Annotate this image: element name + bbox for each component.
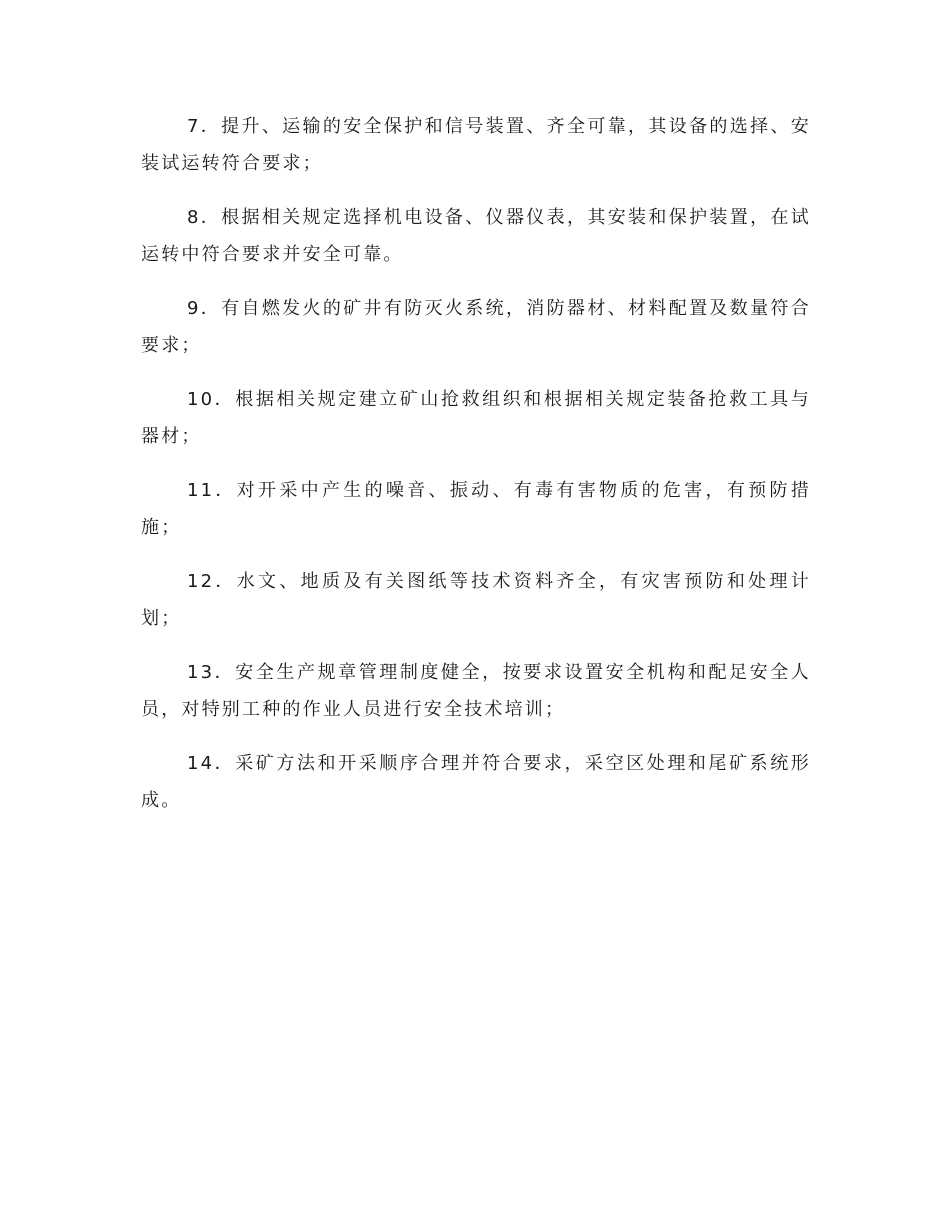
clause-14: 14．采矿方法和开采顺序合理并符合要求，采空区处理和尾矿系统形成。 (141, 753, 811, 811)
clause-10: 10．根据相关规定建立矿山抢救组织和根据相关规定装备抢救工具与器材； (141, 389, 811, 447)
clause-7: 7．提升、运输的安全保护和信号装置、齐全可靠，其设备的选择、安装试运转符合要求； (141, 116, 811, 174)
clause-13: 13．安全生产规章管理制度健全，按要求设置安全机构和配足安全人员，对特别工种的作业人员进行安全技术培训； (141, 662, 811, 720)
clause-9: 9．有自燃发火的矿井有防灭火系统，消防器材、材料配置及数量符合要求； (141, 298, 811, 356)
clause-12: 12．水文、地质及有关图纸等技术资料齐全，有灾害预防和处理计划； (141, 571, 811, 629)
clause-11: 11．对开采中产生的噪音、振动、有毒有害物质的危害，有预防措施； (141, 480, 811, 538)
document-body (141, 108, 811, 836)
clause-8: 8．根据相关规定选择机电设备、仪器仪表，其安装和保护装置，在试运转中符合要求并安全可靠。 (141, 207, 811, 265)
